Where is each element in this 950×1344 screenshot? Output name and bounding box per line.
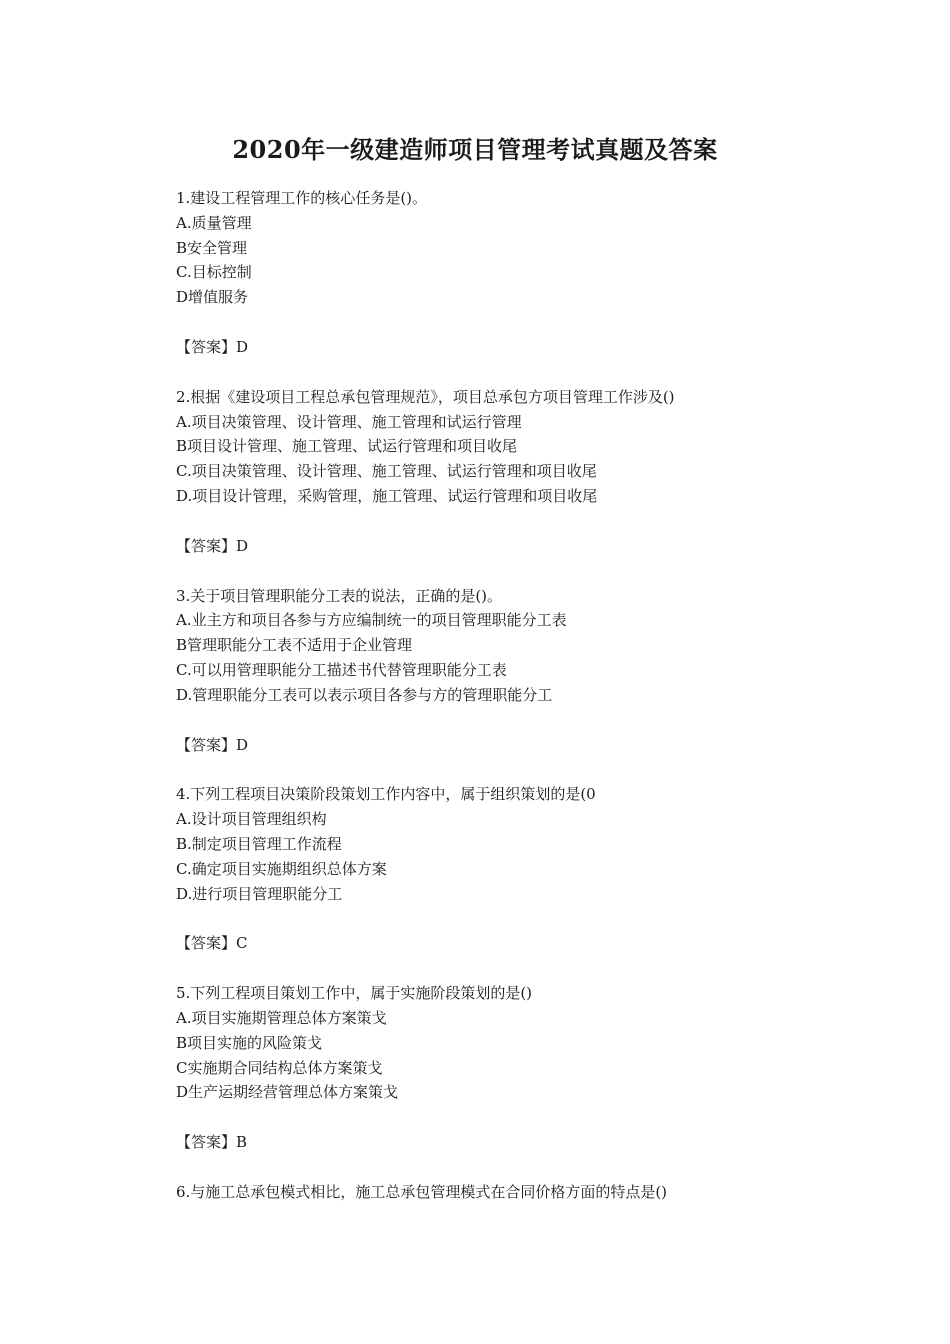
option-a: A.项目决策管理、设计管理、施工管理和试运行管理 [176, 412, 522, 431]
option-b: B安全管理 [176, 238, 248, 257]
answer: 【答案】C [176, 934, 248, 953]
question-list [176, 186, 876, 1230]
question-stem: 1.建设工程管理工作的核心任务是()。 [176, 189, 428, 207]
option-c: C.可以用管理职能分工描述书代替管理职能分工表 [176, 660, 507, 679]
option-a: A.项目实施期管理总体方案策戈 [176, 1008, 387, 1027]
answer: 【答案】D [176, 536, 249, 555]
question-2 [176, 385, 876, 559]
option-c: C实施期合同结构总体方案策戈 [176, 1058, 383, 1077]
option-d: D增值服务 [176, 288, 249, 307]
option-c: C.确定项目实施期组织总体方案 [176, 859, 387, 878]
document-title: 2020年一级建造师项目管理考试真题及答案 [232, 135, 718, 164]
option-c: C.目标控制 [176, 263, 252, 282]
option-a: A.设计项目管理组织构 [176, 810, 327, 829]
question-stem: 2.根据《建设项目工程总承包管理规范》，项目总承包方项目管理工作涉及() [176, 387, 675, 406]
answer: 【答案】B [176, 1133, 248, 1152]
option-c: C.项目决策管理、设计管理、施工管理、试运行管理和项目收尾 [176, 462, 597, 481]
option-d: D.项目设计管理，采购管理，施工管理、试运行管理和项目收尾 [176, 486, 598, 505]
answer: 【答案】D [176, 735, 249, 754]
option-a: A.质量管理 [176, 213, 252, 232]
question-stem: 6.与施工总承包模式相比，施工总承包管理模式在合同价格方面的特点是() [176, 1182, 668, 1201]
option-b: B管理职能分工表不适用于企业管理 [176, 636, 413, 655]
option-b: B.制定项目管理工作流程 [176, 834, 342, 853]
option-b: B项目设计管理、施工管理、试运行管理和项目收尾 [176, 437, 518, 456]
option-d: D生产运期经营管理总体方案策戈 [176, 1083, 399, 1102]
question-5 [176, 981, 876, 1155]
option-d: D.进行项目管理职能分工 [176, 884, 343, 903]
question-4 [176, 782, 876, 956]
question-1 [176, 186, 876, 360]
answer: 【答案】D [176, 337, 249, 356]
question-stem: 4.下列工程项目决策阶段策划工作内容中，属于组织策划的是(0 [176, 785, 596, 804]
option-d: D.管理职能分工表可以表示项目各参与方的管理职能分工 [176, 685, 553, 704]
question-stem: 5.下列工程项目策划工作中，属于实施阶段策划的是() [176, 984, 533, 1003]
question-6 [176, 1180, 876, 1205]
option-b: B项目实施的风险策戈 [176, 1033, 323, 1052]
question-3 [176, 584, 876, 758]
option-a: A.业主方和项目各参与方应编制统一的项目管理职能分工表 [176, 611, 567, 630]
question-stem: 3.关于项目管理职能分工表的说法，正确的是()。 [176, 586, 503, 605]
